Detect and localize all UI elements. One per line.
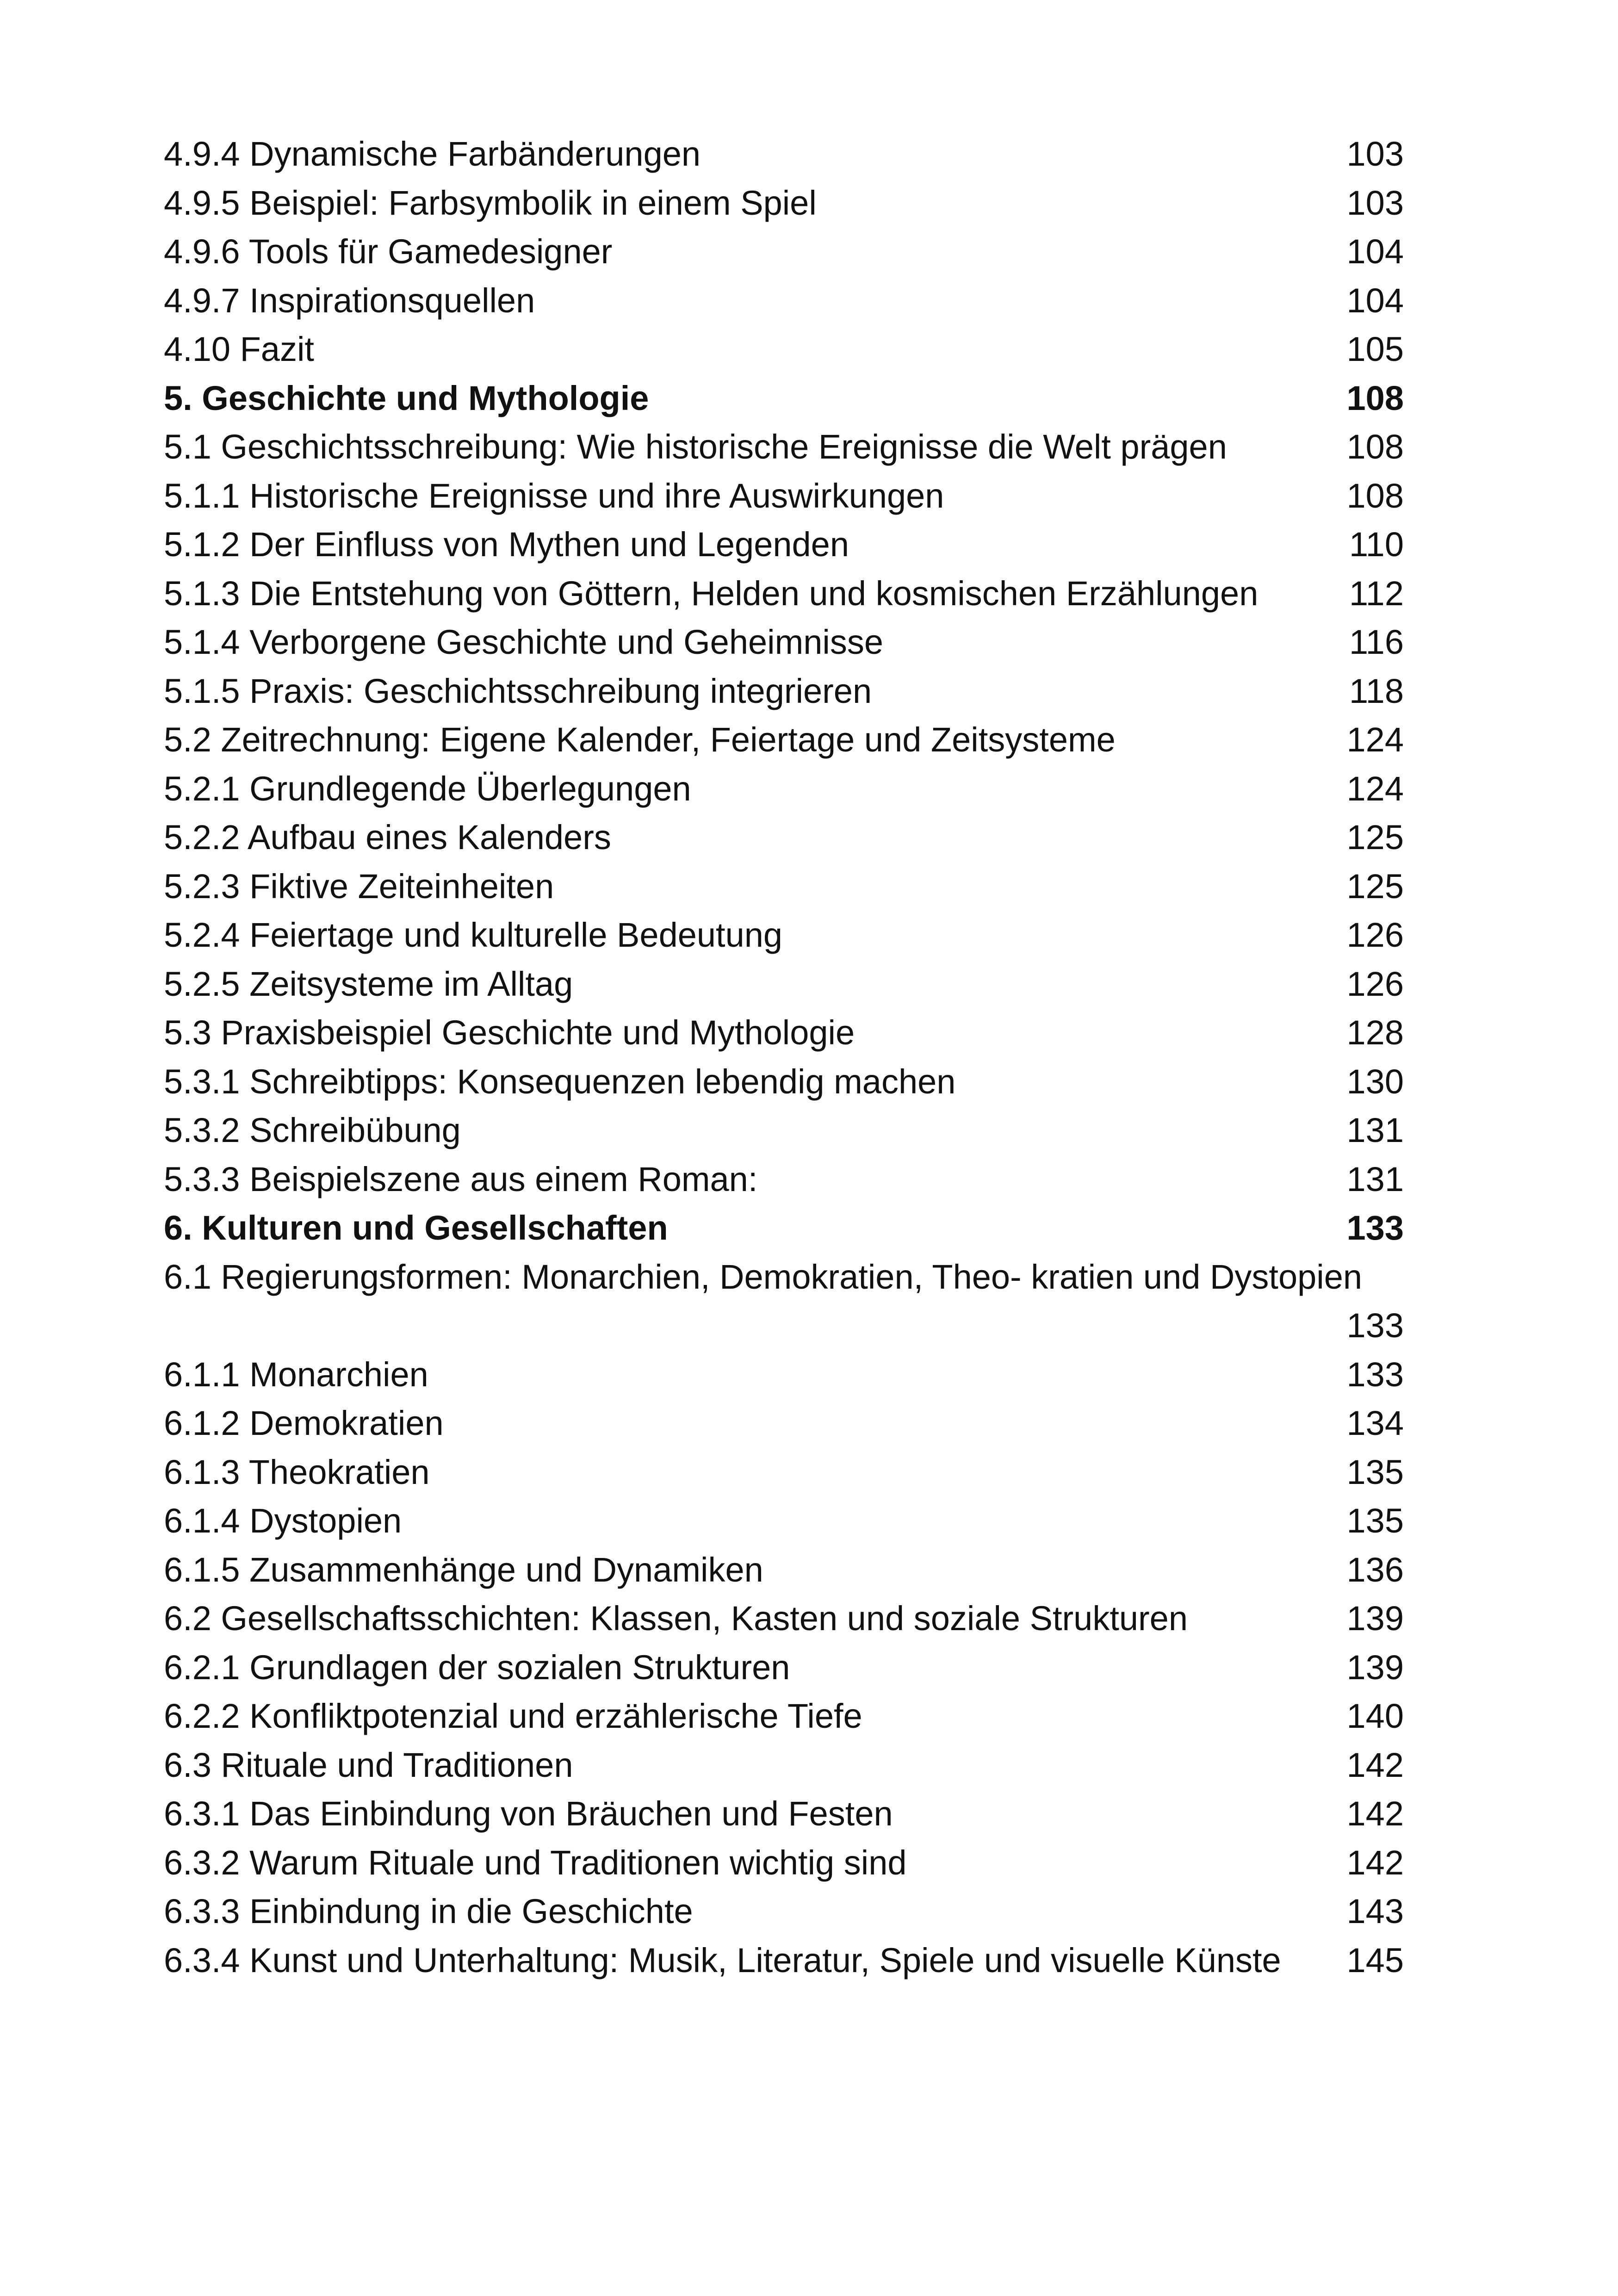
- toc-entry-title: 6.1.5 Zusammenhänge und Dynamiken: [164, 1550, 763, 1589]
- toc-entry-page-number: 112: [1349, 574, 1404, 613]
- toc-entry: [164, 1448, 1404, 1497]
- toc-entry-title: 5.3 Praxisbeispiel Geschichte und Mythologie: [164, 1013, 855, 1052]
- toc-entry: [164, 667, 1404, 716]
- toc-entry: [164, 1936, 1404, 1985]
- toc-entry-page-number: 125: [1346, 818, 1404, 856]
- toc-entry-page-number: 133: [1346, 1355, 1404, 1394]
- toc-entry-title: 6.2.1 Grundlagen der sozialen Strukturen: [164, 1648, 790, 1687]
- toc-entry-title: 5.3.2 Schreibübung: [164, 1111, 461, 1149]
- toc-entry-page-number: 126: [1346, 916, 1404, 954]
- toc-entry-title: 6.3 Rituale und Traditionen: [164, 1745, 573, 1784]
- toc-entry: [164, 179, 1404, 228]
- toc-entry-title: 6.3.1 Das Einbindung von Bräuchen und Festen: [164, 1794, 893, 1833]
- toc-entry: [164, 1155, 1404, 1204]
- toc-entry: [164, 764, 1404, 813]
- toc-entry: [164, 1643, 1404, 1692]
- toc-entry-page-number: 131: [1346, 1111, 1404, 1149]
- toc-entry-page-number: 135: [1346, 1502, 1404, 1540]
- toc-entry-page-number: 136: [1346, 1550, 1404, 1589]
- toc-entry-title: 5.1.3 Die Entstehung von Göttern, Helden und kosmischen Erzählungen: [164, 574, 1258, 613]
- toc-entry-title: 5.3.3 Beispielszene aus einem Roman:: [164, 1160, 758, 1198]
- toc-entry-title: 4.10 Fazit: [164, 330, 314, 368]
- toc-entry-page-number: 126: [1346, 964, 1404, 1003]
- toc-entry-title: 6. Kulturen und Gesellschaften: [164, 1209, 668, 1247]
- toc-entry: [164, 1106, 1404, 1155]
- toc-entry-title: 5.1.2 Der Einfluss von Mythen und Legenden: [164, 525, 849, 564]
- toc-entry: [164, 960, 1404, 1009]
- toc-chapter-entry: [164, 374, 1404, 423]
- toc-entry-title: 6.1.1 Monarchien: [164, 1355, 428, 1394]
- toc-entry-page-number: 134: [1346, 1404, 1404, 1442]
- toc-entry: [164, 715, 1404, 764]
- toc-entry-page-number: 124: [1346, 769, 1404, 808]
- toc-entry-title: 5.2.3 Fiktive Zeiteinheiten: [164, 867, 554, 906]
- toc-entry: [164, 1887, 1404, 1936]
- toc-entry: [164, 862, 1404, 911]
- toc-entry-title: 5. Geschichte und Mythologie: [164, 379, 649, 417]
- toc-entry: [164, 472, 1404, 521]
- toc-entry-title: 4.9.4 Dynamische Farbänderungen: [164, 135, 701, 173]
- toc-entry-page-number: 142: [1346, 1843, 1404, 1882]
- toc-entry: [164, 276, 1404, 325]
- toc-entry-page-number: 116: [1349, 623, 1404, 661]
- toc-entry: [164, 1350, 1404, 1399]
- toc-entry: [164, 1253, 1404, 1350]
- toc-entry: [164, 1545, 1404, 1595]
- toc-entry: [164, 1692, 1404, 1741]
- toc-entry-title: 5.3.1 Schreibtipps: Konsequenzen lebendig machen: [164, 1062, 956, 1101]
- toc-entry: [164, 569, 1404, 618]
- toc-entry-page-number: 130: [1346, 1062, 1404, 1101]
- toc-chapter-entry: [164, 1204, 1404, 1253]
- toc-entry-title: 5.2.2 Aufbau eines Kalenders: [164, 818, 611, 856]
- toc-entry-page-number: 110: [1349, 525, 1404, 564]
- toc-entry-title: 4.9.6 Tools für Gamedesigner: [164, 232, 613, 271]
- toc-entry: [164, 130, 1404, 179]
- toc-entry: [164, 422, 1404, 472]
- toc-entry-title: 6.3.3 Einbindung in die Geschichte: [164, 1892, 693, 1930]
- toc-entry: [164, 911, 1404, 960]
- toc-entry-page-number: 142: [1346, 1794, 1404, 1833]
- toc-entry-page-number: 142: [1346, 1745, 1404, 1784]
- toc-entry: [164, 325, 1404, 374]
- toc-entry-title: 5.2.5 Zeitsysteme im Alltag: [164, 964, 573, 1003]
- toc-entry-title: 6.3.2 Warum Rituale und Traditionen wichtig sind: [164, 1843, 907, 1882]
- toc-entry-page-number: 104: [1346, 232, 1404, 271]
- toc-entry-title: 4.9.5 Beispiel: Farbsymbolik in einem Spiel: [164, 183, 817, 222]
- toc-entry-title: 6.1 Regierungsformen: Monarchien, Demokratien, Theo- kratien und Dystopien: [164, 1257, 1362, 1296]
- toc-entry-page-number: 139: [1346, 1648, 1404, 1687]
- toc-entry-page-number: 124: [1346, 720, 1404, 759]
- toc-entry-page-number: 118: [1349, 671, 1404, 710]
- toc-entry-title: 5.2 Zeitrechnung: Eigene Kalender, Feiertage und Zeitsysteme: [164, 720, 1116, 759]
- toc-entry-page-number: 105: [1346, 330, 1404, 368]
- toc-entry-title: 6.1.3 Theokratien: [164, 1452, 430, 1491]
- toc-entry-title: 5.1.4 Verborgene Geschichte und Geheimnisse: [164, 623, 883, 661]
- toc-entry-title: 6.2.2 Konfliktpotenzial und erzählerische Tiefe: [164, 1697, 862, 1735]
- toc-entry-page-number: 104: [1346, 281, 1404, 320]
- toc-entry-title: 6.1.4 Dystopien: [164, 1502, 402, 1540]
- toc-entry-title: 5.1 Geschichtsschreibung: Wie historische Ereignisse die Welt prägen: [164, 428, 1227, 466]
- toc-entry-page-number: 108: [1346, 476, 1404, 515]
- toc-entry: [164, 1496, 1404, 1545]
- toc-entry-page-number: 128: [1346, 1013, 1404, 1052]
- toc-entry-page-number: 140: [1346, 1697, 1404, 1735]
- toc-entry: [164, 1008, 1404, 1057]
- toc-entry-page-number: 131: [1346, 1160, 1404, 1198]
- toc-entry: [164, 227, 1404, 276]
- toc-entry-title: 4.9.7 Inspirationsquellen: [164, 281, 535, 320]
- toc-entry-page-number: 125: [1346, 867, 1404, 906]
- toc-entry: [164, 618, 1404, 667]
- toc-entry-page-number: 103: [1346, 183, 1404, 222]
- toc-entry-page-number: 145: [1346, 1941, 1404, 1980]
- toc-entry: [164, 520, 1404, 569]
- toc-entry: [164, 1399, 1404, 1448]
- toc-entry: [164, 813, 1404, 862]
- table-of-contents: [164, 130, 1404, 1985]
- toc-entry-title: 5.1.5 Praxis: Geschichtsschreibung integrieren: [164, 671, 872, 710]
- toc-entry-title: 5.2.1 Grundlegende Überlegungen: [164, 769, 691, 808]
- toc-entry-page-number: 133: [1346, 1209, 1404, 1247]
- toc-entry: [164, 1057, 1404, 1106]
- toc-entry-page-number: 135: [1346, 1452, 1404, 1491]
- toc-entry: [164, 1838, 1404, 1887]
- toc-entry: [164, 1594, 1404, 1643]
- toc-entry-page-number: 103: [1346, 135, 1404, 173]
- toc-entry-page-number: 108: [1346, 379, 1404, 417]
- toc-entry-page-number: 139: [1346, 1599, 1404, 1638]
- toc-entry-page-number: 133: [1346, 1306, 1404, 1345]
- toc-entry: [164, 1789, 1404, 1838]
- toc-entry-title: 6.1.2 Demokratien: [164, 1404, 444, 1442]
- toc-entry-title: 5.2.4 Feiertage und kulturelle Bedeutung: [164, 916, 783, 954]
- toc-entry-page-number: 108: [1346, 428, 1404, 466]
- toc-entry-title: 5.1.1 Historische Ereignisse und ihre Auswirkungen: [164, 476, 944, 515]
- toc-entry-title: 6.3.4 Kunst und Unterhaltung: Musik, Literatur, Spiele und visuelle Künste: [164, 1941, 1281, 1980]
- toc-entry-title: 6.2 Gesellschaftsschichten: Klassen, Kasten und soziale Strukturen: [164, 1599, 1188, 1638]
- toc-entry: [164, 1741, 1404, 1790]
- toc-entry-page-number: 143: [1346, 1892, 1404, 1930]
